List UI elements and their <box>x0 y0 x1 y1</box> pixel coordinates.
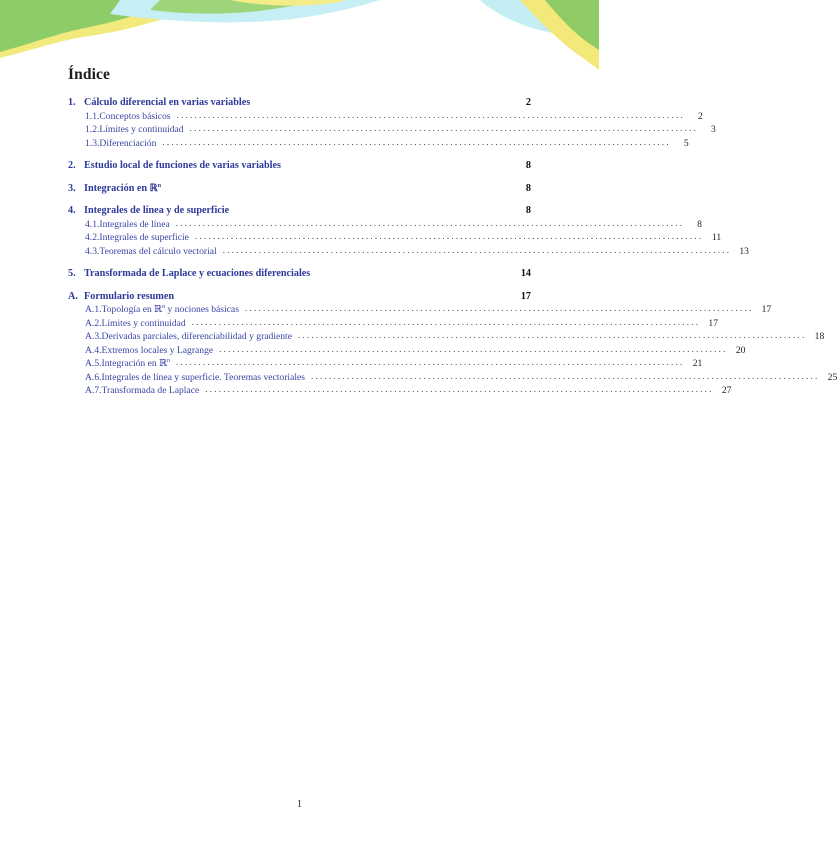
toc-page-number: 18 <box>814 331 825 342</box>
decor-green-mid <box>150 0 320 14</box>
toc-section <box>68 159 531 173</box>
toc-section <box>68 290 837 398</box>
toc-entry-number: 1.2. <box>85 124 100 135</box>
dot-leader <box>177 109 683 123</box>
toc-entry-text: Límites y continuidad <box>99 124 184 135</box>
toc-entry-number: 1.3. <box>85 137 100 149</box>
toc-section-link[interactable] <box>68 204 531 218</box>
toc-subsection-link[interactable] <box>68 110 703 124</box>
dot-leader <box>205 383 711 397</box>
toc-entry-number: A.4. <box>85 344 102 356</box>
table-of-contents <box>68 96 837 407</box>
toc-entry-number: 5. <box>68 268 76 279</box>
toc-entry-number: 3. <box>68 182 76 194</box>
toc-entry-text: Integrales de línea <box>99 218 170 230</box>
toc-page-number: 20 <box>735 344 746 356</box>
toc-entry-label <box>99 137 156 151</box>
toc-entry-number: 2. <box>68 160 76 171</box>
toc-page-number: 17 <box>520 290 531 302</box>
toc-entry-label <box>99 245 216 259</box>
toc-entry-label <box>102 384 200 398</box>
dot-leader <box>219 343 725 357</box>
toc-section-link[interactable] <box>68 290 531 304</box>
toc-entry-label <box>84 290 174 304</box>
dot-leader <box>190 122 696 136</box>
toc-entry-number: 4.2. <box>85 232 100 243</box>
toc-subsection-link[interactable] <box>68 218 702 232</box>
toc-page-number: 14 <box>520 268 531 279</box>
toc-page-number: 11 <box>711 232 722 243</box>
toc-entry-text: Transformada de Laplace y ecuaciones diferenciales <box>84 268 311 279</box>
toc-entry-label <box>99 123 183 137</box>
toc-entry-label <box>102 330 292 344</box>
toc-subsection-link[interactable] <box>68 384 732 398</box>
toc-entry-text: Transformada de Laplace <box>101 385 200 396</box>
toc-section-link[interactable] <box>68 182 531 196</box>
dot-leader <box>298 329 804 343</box>
toc-entry-label <box>99 218 169 232</box>
toc-page-number: 17 <box>708 317 718 329</box>
toc-entry-number: A.7. <box>85 385 102 396</box>
page-number: 1 <box>297 799 302 810</box>
superscript: n <box>162 304 166 310</box>
toc-subsection-link[interactable] <box>68 231 722 245</box>
toc-section <box>68 267 531 281</box>
toc-entry-label <box>99 110 170 124</box>
toc-entry-label <box>99 231 189 245</box>
toc-entry-text: Teoremas del cálculo vectorial <box>99 245 217 257</box>
toc-page-number: 21 <box>692 358 703 369</box>
toc-section <box>68 96 716 150</box>
toc-section-link[interactable] <box>68 159 531 173</box>
toc-page-number: 13 <box>739 245 749 257</box>
toc-page-number: 25 <box>827 371 837 383</box>
toc-entry-number: A. <box>68 290 78 302</box>
toc-entry-text: Formulario resumen <box>84 290 175 302</box>
toc-subsection-link[interactable] <box>68 245 749 259</box>
toc-entry-number: 1.1. <box>85 110 100 122</box>
toc-entry-number: 4.1. <box>85 218 100 230</box>
toc-page-number: 5 <box>683 137 689 149</box>
toc-entry-text: Derivadas parciales, diferenciabilidad y gradiente <box>101 331 292 342</box>
decor-yellow-left <box>0 0 200 58</box>
toc-entry-text: Diferenciación <box>99 137 157 149</box>
decor-green-right <box>545 0 599 50</box>
toc-entry-label <box>84 267 310 281</box>
dot-leader <box>311 370 817 384</box>
toc-entry-label <box>102 371 305 385</box>
toc-page-number: 27 <box>721 385 732 396</box>
toc-section-link[interactable] <box>68 96 531 110</box>
toc-entry-label <box>84 159 281 173</box>
toc-entry-label <box>84 182 161 196</box>
dot-leader <box>176 217 682 231</box>
toc-entry-number: 4. <box>68 205 76 216</box>
decor-yellow-top <box>230 0 345 6</box>
toc-entry-text: Integrales de superficie <box>99 232 189 243</box>
toc-section <box>68 182 531 196</box>
toc-entry-label <box>102 357 171 371</box>
dot-leader <box>192 316 698 330</box>
dot-leader <box>195 230 701 244</box>
toc-page-number: 17 <box>761 304 772 315</box>
toc-subsection-link[interactable] <box>68 371 837 385</box>
toc-entry-text: Límites y continuidad <box>101 317 186 329</box>
toc-subsection-link[interactable] <box>68 317 718 331</box>
dot-leader <box>223 244 729 258</box>
toc-entry-number: A.3. <box>85 331 102 342</box>
toc-entry-text: Topología en ℝ <box>101 304 163 315</box>
toc-entry-text: Integrales de línea y superficie. Teoremas vectoriales <box>101 371 305 383</box>
toc-page-number: 8 <box>525 205 531 216</box>
toc-section <box>68 204 749 258</box>
toc-subsection-link[interactable] <box>68 357 703 371</box>
decor-cyan-right <box>480 0 599 46</box>
toc-subsection-link[interactable] <box>68 303 772 317</box>
toc-entry-label <box>102 303 239 317</box>
toc-entry-text: Integrales de línea y de superficie <box>84 205 230 216</box>
decor-cyan-mid <box>110 0 380 22</box>
toc-page-number: 8 <box>525 182 531 194</box>
toc-entry-number: 4.3. <box>85 245 100 257</box>
decor-yellow-right <box>520 0 599 70</box>
toc-entry-text: Integración en ℝ <box>101 358 168 369</box>
toc-entry-number: A.5. <box>85 358 102 369</box>
toc-entry-text: Extremos locales y Lagrange <box>101 344 214 356</box>
toc-subsection-link[interactable] <box>68 123 716 137</box>
dot-leader <box>162 136 668 150</box>
toc-entry-label <box>102 344 214 358</box>
decor-green-left <box>0 0 180 52</box>
page-title: Índice <box>68 66 110 83</box>
toc-page-number: 3 <box>711 124 716 135</box>
toc-subsection-link[interactable] <box>68 137 689 151</box>
toc-entry-text: Estudio local de funciones de varias variables <box>84 160 281 171</box>
toc-entry-label <box>102 317 186 331</box>
toc-entry-number: A.2. <box>85 317 102 329</box>
toc-entry-text: Cálculo diferencial en varias variables <box>84 97 251 108</box>
dot-leader <box>245 302 751 316</box>
superscript: n <box>157 182 162 189</box>
toc-subsection-link[interactable] <box>68 330 825 344</box>
toc-page-number: 2 <box>525 97 531 108</box>
dot-leader <box>176 356 682 370</box>
superscript: n <box>167 358 171 364</box>
toc-section-link[interactable] <box>68 267 531 281</box>
toc-page-number: 8 <box>697 218 702 230</box>
toc-page-number: 2 <box>698 110 703 122</box>
toc-subsection-link[interactable] <box>68 344 746 358</box>
toc-entry-label <box>84 96 250 110</box>
toc-entry-number: 1. <box>68 97 76 108</box>
toc-entry-label <box>84 204 229 218</box>
toc-entry-number: A.1. <box>85 304 102 315</box>
toc-entry-text-after: y nociones básicas <box>165 304 239 315</box>
toc-entry-text: Integración en ℝ <box>84 182 158 194</box>
toc-entry-text: Conceptos básicos <box>99 110 171 122</box>
toc-page-number: 8 <box>525 160 531 171</box>
toc-entry-number: A.6. <box>85 371 102 383</box>
